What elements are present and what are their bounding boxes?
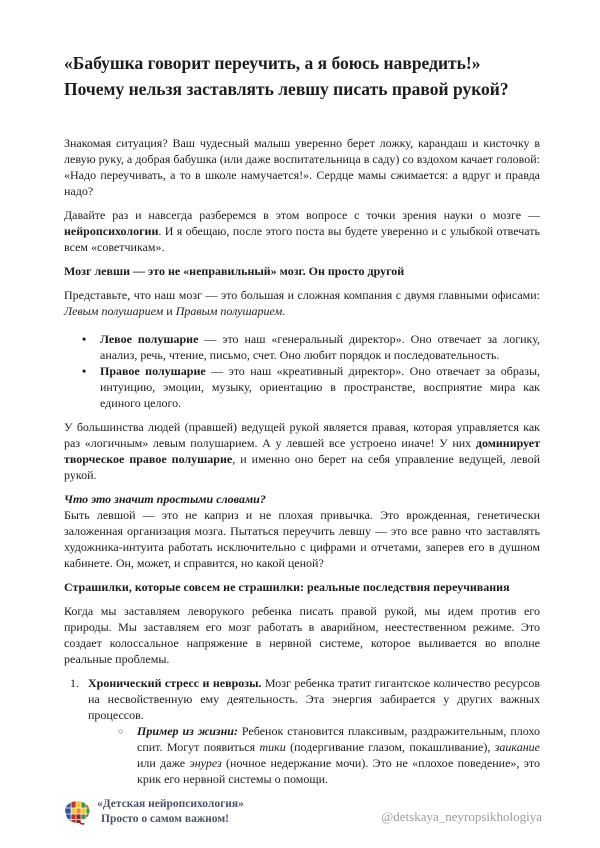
- page-title: [64, 50, 540, 102]
- hemisphere-list: [64, 331, 540, 411]
- section-heading-lefty-brain: Мозг левши — это не «неправильный» мозг. Он просто другой: [64, 264, 405, 278]
- list-number-marker: 1.: [70, 676, 79, 690]
- section-simple-words: [64, 491, 540, 571]
- section-heading-consequences: Страшилки, которые совсем не страшилки: реальные последствия переучивания: [64, 580, 510, 594]
- document-content: [64, 0, 540, 795]
- brand-block: [97, 797, 244, 827]
- paragraph-simple-words: Быть левшой — это не каприз и не плохая привычка. Это врожденная, генетически заложенная организация мозга. Пытаться переучить левшу — это все равно что заставлять художника-интуита работать исключительно с цифрами и отчетами, заперев его в душном кабинете. Он, может, и справится, но какой ценой?: [64, 508, 540, 570]
- page-title-line-1: «Бабушка говорит переучить, а я боюсь навредить!»: [64, 53, 481, 73]
- paragraph-brain-company: Представьте, что наш мозг — это большая и сложная компания с двумя главными офисами: Левым полушарием и Правым полушарием.: [64, 288, 540, 318]
- list-item-left-hemisphere: • Левое полушарие — это наш «генеральный директор». Оно отвечает за логику, анализ, речь, чтение, письмо, счет. Оно любит порядок и последовательность.: [64, 331, 540, 363]
- paragraph-consequences-intro: Когда мы заставляем леворукого ребенка писать правой рукой, мы идем против его природы. Мы заставляем его мозг работать в аварийном, неестественном режиме. Это создает колоссальное напряжение в нервной системе, которое выливается во вполне реальные проблемы.: [64, 604, 540, 666]
- numbered-item-chronic-stress: [64, 675, 540, 787]
- page-footer: [62, 795, 542, 835]
- numbered-item-text: Хронический стресс и неврозы. Мозг ребенка тратит гигантское количество ресурсов на несвойственную ему деятельность. Эта энергия забирается у других важных процессов.: [88, 676, 540, 722]
- circle-bullet-icon: ○: [118, 726, 124, 736]
- page-title-line-2: Почему нельзя заставлять левшу писать правой рукой?: [64, 79, 509, 99]
- brand-name: «Детская нейропсихология»: [97, 798, 244, 810]
- brain-mosaic-icon: [62, 797, 93, 828]
- brain-stem: [80, 822, 84, 824]
- sub-item-text: Пример из жизни: Ребенок становится плаксивым, раздражительным, плохо спит. Могут появиться тики (подергивание глазом, покашливание), заикание или даже энурез (ночное недержание мочи). Это не «плохое поведение», это крик его нервной системы о помощи.: [137, 724, 540, 786]
- brain-mosaic-tiles: [65, 800, 90, 825]
- paragraph-majority-righties: У большинства людей (правшей) ведущей рукой является правая, которая управляется как раз «логичным» левым полушарием. А у левшей все устроено иначе! У них доминирует творческое правое полушарие, и именно оно берет на себя управление ведущей, левой рукой.: [64, 420, 540, 482]
- brand-tagline: Просто о самом важном!: [101, 813, 229, 825]
- sub-item-life-example: [88, 723, 540, 787]
- paragraph-familiar-situation: Знакомая ситуация? Ваш чудесный малыш уверенно берет ложку, карандаш и кисточку в левую руку, а добрая бабушка (или даже воспитательница в саду) со вздохом качает головой: «Надо переучивать, а то в школе намучается!». Сердце мамы сжимается: а вдруг и правда надо?: [64, 136, 540, 198]
- paragraph-neuropsychology-promise: Давайте раз и навсегда разберемся в этом вопросе с точки зрения науки о мозге — нейропсихологии. И я обещаю, после этого поста вы будете уверенно и с улыбкой отвечать всем «советчикам».: [64, 208, 540, 254]
- section-heading-simple-words: Что это значит простыми словами?: [64, 492, 266, 506]
- list-item-right-hemisphere: • Правое полушарие — это наш «креативный директор». Оно отвечает за образы, интуицию, эмоции, музыку, ориентацию в пространстве, восприятие мира как единого целого.: [64, 363, 540, 411]
- instagram-handle: @detskaya_neyropsikhologiya: [381, 809, 542, 824]
